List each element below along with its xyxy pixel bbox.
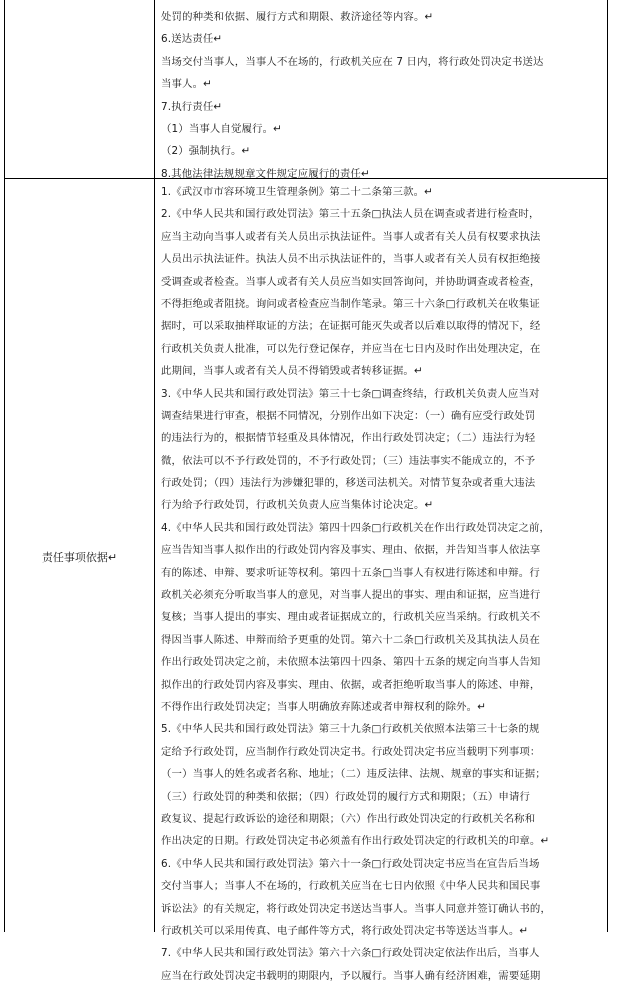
responsibility-table — [4, 0, 608, 982]
text-line: 应当告知当事人拟作出的行政处罚内容及事实、理由、依据，并告知当事人依法享 — [161, 544, 541, 557]
text-line: 7.《中华人民共和国行政处罚法》第六十六条□行政处罚决定依法作出后，当事人 — [161, 947, 540, 960]
text-line: 处罚的种类和依据、履行方式和期限、救济途径等内容。↵ — [161, 11, 434, 23]
text-line: 微，依法可以不予行政处罚的，不予行政处罚；（三）违法事实不能成立的，不予 — [161, 454, 536, 467]
text-line: 行为给予行政处罚，行政机关负责人应当集体讨论决定。↵ — [161, 499, 434, 512]
text-line: 1.《武汉市市容环境卫生管理条例》第二十二条第三款。↵ — [161, 186, 434, 198]
text-line: （1）当事人自觉履行。↵ — [161, 122, 283, 135]
text-line: 5.《中华人民共和国行政处罚法》第三十九条□行政机关依照本法第三十七条的规 — [161, 723, 540, 736]
text-line: 7.执行责任↵ — [161, 100, 223, 113]
text-line: 6.《中华人民共和国行政处罚法》第六十一条□行政处罚决定书应当在宣告后当场 — [161, 857, 540, 870]
text-line: 作出决定的日期。行政处罚决定书必须盖有作出行政处罚决定的行政机关的印章。↵ — [161, 835, 550, 848]
text-line: 应当在行政处罚决定书载明的期限内，予以履行。当事人确有经济困难，需要延期 — [161, 969, 541, 982]
text-line: 拟作出的行政处罚内容及事实、理由、依据，或者拒绝听取当事人的陈述、申辩， — [161, 678, 541, 691]
text-line: 人员出示执法证件。执法人员不出示执法证件的，当事人或者有关人员有权拒绝接 — [161, 253, 541, 266]
text-line: 当事人。↵ — [161, 78, 213, 91]
text-line: 受调查或者检查。当事人或者有关人员应当如实回答询问，并协助调查或者检查， — [161, 275, 541, 288]
text-line: 此期间，当事人或者有关人员不得销毁或者转移证据。↵ — [161, 365, 423, 378]
text-line: 行政机关负责人批准，可以先行登记保存，并应当在七日内及时作出处理决定，在 — [161, 342, 541, 355]
text-line: （一）当事人的姓名或者名称、地址；（二）违反法律、法规、规章的事实和证据； — [161, 768, 546, 781]
legal-basis-cell — [161, 181, 601, 987]
text-line: 6.送达责任↵ — [161, 33, 223, 46]
text-line: 不得作出行政处罚决定；当事人明确放弃陈述或者申辩权利的除外。↵ — [161, 700, 487, 713]
text-line: 有的陈述、申辩、要求听证等权利。第四十五条□当事人有权进行陈述和申辩。行 — [161, 566, 540, 579]
text-line: 政机关必须充分听取当事人的意见，对当事人提出的事实、理由和证据，应当进行 — [161, 589, 541, 602]
text-line: 的违法行为的，根据情节轻重及具体情况，作出行政处罚决定；（二）违法行为轻 — [161, 432, 536, 445]
text-line: 定给予行政处罚，应当制作行政处罚决定书。行政处罚决定书应当载明下列事项： — [161, 745, 541, 758]
responsibility-content-cell — [161, 6, 601, 185]
text-line: 不得拒绝或者阻挠。询问或者检查应当制作笔录。第三十六条□行政机关在收集证 — [161, 297, 540, 310]
text-line: 诉讼法》的有关规定，将行政处罚决定书送达当事人。当事人同意并签订确认书的， — [161, 902, 551, 915]
text-line: 8.其他法律法规规章文件规定应履行的责任↵ — [161, 167, 370, 180]
text-line: 应当主动向当事人或者有关人员出示执法证件。当事人或者有关人员有权要求执法 — [161, 230, 541, 243]
text-line: 复核；当事人提出的事实、理由或者证据成立的，行政机关应当采纳。行政机关不 — [161, 611, 541, 624]
row-label-basis: 责任事项依据↵ — [41, 551, 118, 564]
text-line: 行政机关可以采用传真、电子邮件等方式，将行政处罚决定书等送达当事人。↵ — [161, 924, 529, 937]
text-line: （三）行政处罚的种类和依据；（四）行政处罚的履行方式和期限；（五）申请行 — [161, 790, 531, 803]
text-line: 据时，可以采取抽样取证的方法；在证据可能灭失或者以后难以取得的情况下，经 — [161, 320, 541, 333]
text-line: 4.《中华人民共和国行政处罚法》第四十四条□行政机关在作出行政处罚决定之前， — [161, 521, 551, 534]
text-line: 交付当事人；当事人不在场的，行政机关应当在七日内依照《中华人民共和国民事 — [161, 880, 541, 893]
text-line: 政复议、提起行政诉讼的途径和期限；（六）作出行政处罚决定的行政机关名称和 — [161, 812, 536, 825]
text-line: 行政处罚；（四）违法行为涉嫌犯罪的，移送司法机关。对情节复杂或者重大违法 — [161, 477, 536, 490]
text-line: 3.《中华人民共和国行政处罚法》第三十七条□调查终结，行政机关负责人应当对 — [161, 387, 540, 400]
column-divider — [154, 0, 155, 932]
text-line: 调查结果进行审查，根据不同情况，分别作出如下决定：（一）确有应受行政处罚 — [161, 409, 536, 422]
text-line: 2.《中华人民共和国行政处罚法》第三十五条□执法人员在调查或者进行检查时， — [161, 208, 540, 221]
text-line: 当场交付当事人，当事人不在场的，行政机关应在 7 日内，将行政处罚决定书送达 — [161, 55, 544, 68]
text-line: 作出行政处罚决定之前，未依照本法第四十四条、第四十五条的规定向当事人告知 — [161, 656, 541, 669]
text-line: 得因当事人陈述、申辩而给予更重的处罚。第六十二条□行政机关及其执法人员在 — [161, 633, 540, 646]
text-line: （2）强制执行。↵ — [161, 145, 251, 158]
